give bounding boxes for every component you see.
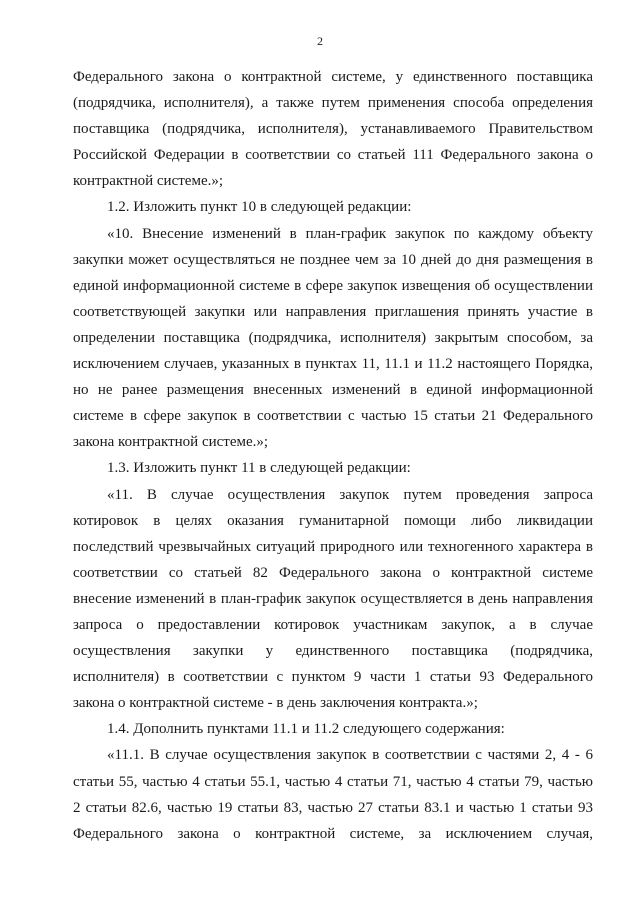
paragraph-p0 — [73, 64, 593, 194]
text-line: котировок в целях оказания гуманитарной помощи либо ликвидации — [73, 512, 593, 529]
text-line: системе в сфере закупок в соответствии с частью 15 статьи 21 Федерального — [73, 408, 593, 425]
paragraph-p6 — [73, 742, 593, 846]
text-line: внесение изменений в план-график закупок осуществляется в день направления — [73, 590, 593, 607]
document-body — [73, 64, 593, 847]
text-line: определении поставщика (подрядчика, исполнителя) закрытым способом, за — [73, 329, 593, 346]
text-line: 1.3. Изложить пункт 11 в следующей редакции: — [107, 460, 411, 477]
text-line: Федерального закона о контрактной системе, у единственного поставщика — [73, 69, 593, 85]
text-line: 1.4. Дополнить пунктами 11.1 и 11.2 следующего содержания: — [107, 721, 505, 738]
text-line: исполнителя) в соответствии с пунктом 9 части 1 статьи 93 Федерального — [73, 669, 593, 686]
paragraph-p1 — [73, 194, 593, 220]
text-line: но не ранее размещения внесенных изменений в единой информационной — [73, 382, 593, 399]
paragraph-p4 — [73, 482, 593, 717]
text-line: исключением случаев, указанных в пунктах 11, 11.1 и 11.2 настоящего Порядка, — [73, 356, 593, 373]
text-line: закона контрактной системе.»; — [73, 434, 269, 451]
text-line: закона о контрактной системе - в день заключения контракта.»; — [73, 695, 478, 712]
text-line: (подрядчика, исполнителя), а также путем применения способа определения — [73, 95, 593, 112]
text-line: закупки может осуществляться не позднее чем за 10 дней до дня размещения в — [73, 251, 593, 268]
paragraph-p3 — [73, 455, 593, 481]
text-line: контрактной системе.»; — [73, 173, 224, 190]
text-line: «11.1. В случае осуществления закупок в соответствии с частями 2, 4 - 6 — [107, 747, 593, 764]
page-number: 2 — [317, 34, 323, 48]
text-line: поставщика (подрядчика, исполнителя), устанавливаемого Правительством — [73, 121, 593, 138]
text-line: «10. Внесение изменений в план-график закупок по каждому объекту — [107, 225, 593, 242]
text-line: соответствующей закупки или направления приглашения принять участие в — [73, 303, 593, 320]
text-line: Российской Федерации в соответствии со статьей 111 Федерального закона о — [73, 147, 593, 164]
text-line: статьи 55, частью 4 статьи 55.1, частью 4 статьи 71, частью 4 статьи 79, частью — [73, 773, 593, 790]
text-line: осуществления закупки у единственного поставщика (подрядчика, — [73, 643, 593, 660]
paragraph-p5 — [73, 716, 593, 742]
text-line: соответствии со статьей 82 Федерального закона о контрактной системе — [73, 564, 593, 581]
paragraph-p2 — [73, 221, 593, 456]
text-line: 2 статьи 82.6, частью 19 статьи 83, частью 27 статьи 83.1 и частью 1 статьи 93 — [73, 799, 593, 816]
text-line: 1.2. Изложить пункт 10 в следующей редакции: — [107, 199, 412, 216]
text-line: Федерального закона о контрактной системе, за исключением случая, — [73, 825, 593, 842]
text-line: «11. В случае осуществления закупок путем проведения запроса — [107, 486, 593, 503]
text-line: последствий чрезвычайных ситуаций природного или техногенного характера в — [73, 538, 593, 555]
text-line: единой информационной системе в сфере закупок извещения об осуществлении — [73, 277, 593, 294]
text-line: запроса о предоставлении котировок участникам закупок, а в случае — [73, 616, 593, 633]
